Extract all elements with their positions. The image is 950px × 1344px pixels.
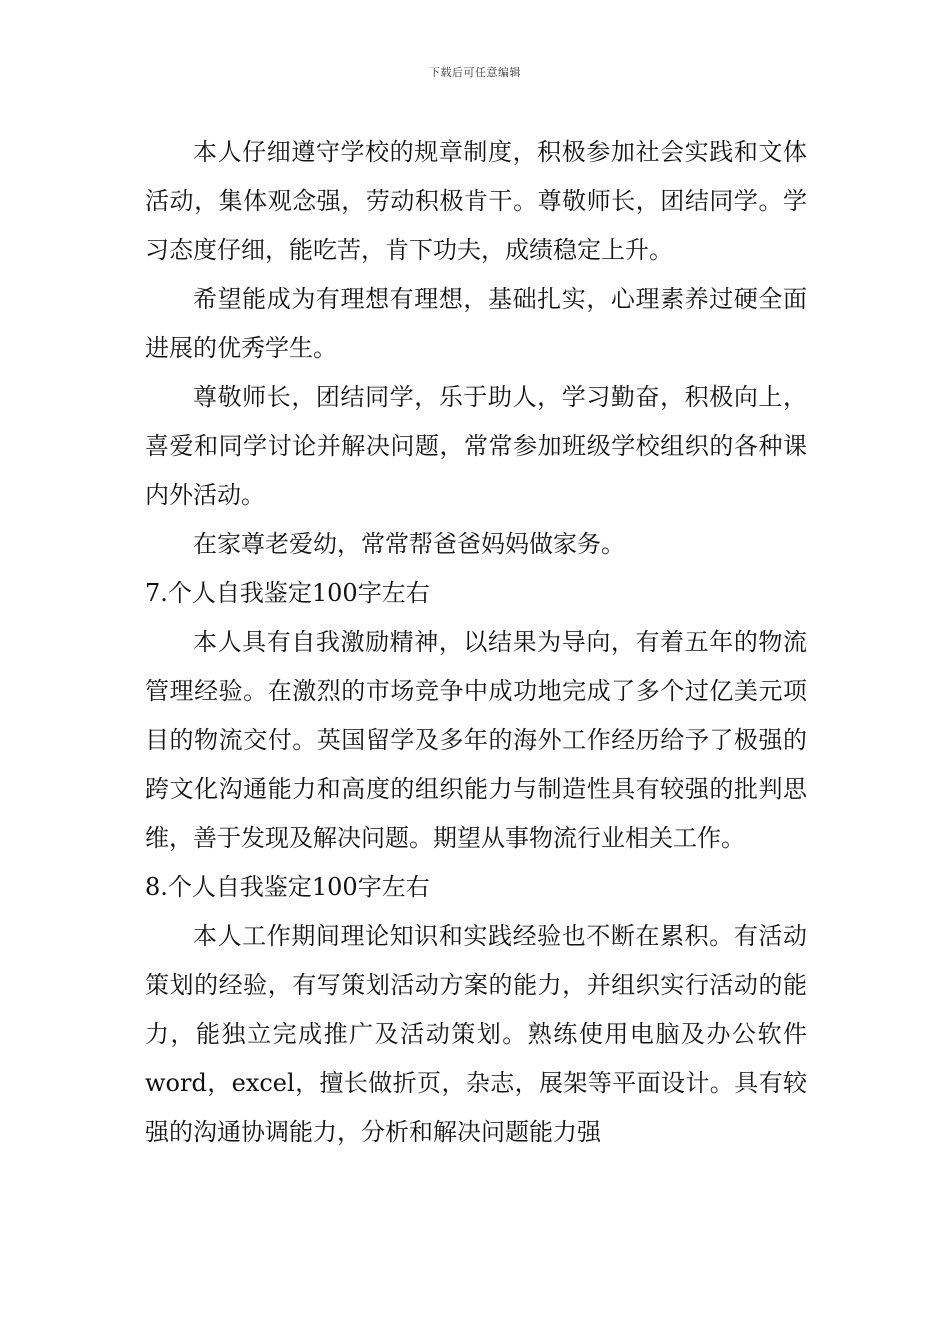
document-body: [145, 128, 807, 1157]
paragraph-2: 希望能成为有理想有理想，基础扎实，心理素养过硬全面进展的优秀学生。: [145, 285, 807, 362]
paragraph-6: 本人工作期间理论知识和实践经验也不断在累积。有活动策划的经验，有写策划活动方案的能力，并组织实行活动的能力，能独立完成推广及活动策划。熟练使用电脑及办公软件word，excel，擅长做折页，杂志，展架等平面设计。具有较强的沟通协调能力，分析和解决问题能力强: [145, 922, 807, 1146]
paragraph-5: 本人具有自我激励精神，以结果为导向，有着五年的物流管理经验。在激烈的市场竞争中成功地完成了多个过亿美元项目的物流交付。英国留学及多年的海外工作经历给予了极强的跨文化沟通能力和高度的组织能力与制造性具有较强的批判思维，善于发现及解决问题。期望从事物流行业相关工作。: [145, 628, 807, 852]
section-heading-8: 8.个人自我鉴定100字左右: [145, 873, 430, 901]
paragraph-3: 尊敬师长，团结同学，乐于助人，学习勤奋，积极向上，喜爱和同学讨论并解决问题，常常参加班级学校组织的各种课内外活动。: [145, 383, 807, 509]
paragraph-4: 在家尊老爱幼，常常帮爸爸妈妈做家务。: [193, 530, 625, 558]
header-note: 下载后可任意编辑: [429, 66, 521, 79]
section-heading-7: 7.个人自我鉴定100字左右: [145, 579, 430, 607]
paragraph-1: 本人仔细遵守学校的规章制度，积极参加社会实践和文体活动，集体观念强，劳动积极肯干。尊敬师长，团结同学。学习态度仔细，能吃苦，肯下功夫，成绩稳定上升。: [145, 138, 807, 264]
